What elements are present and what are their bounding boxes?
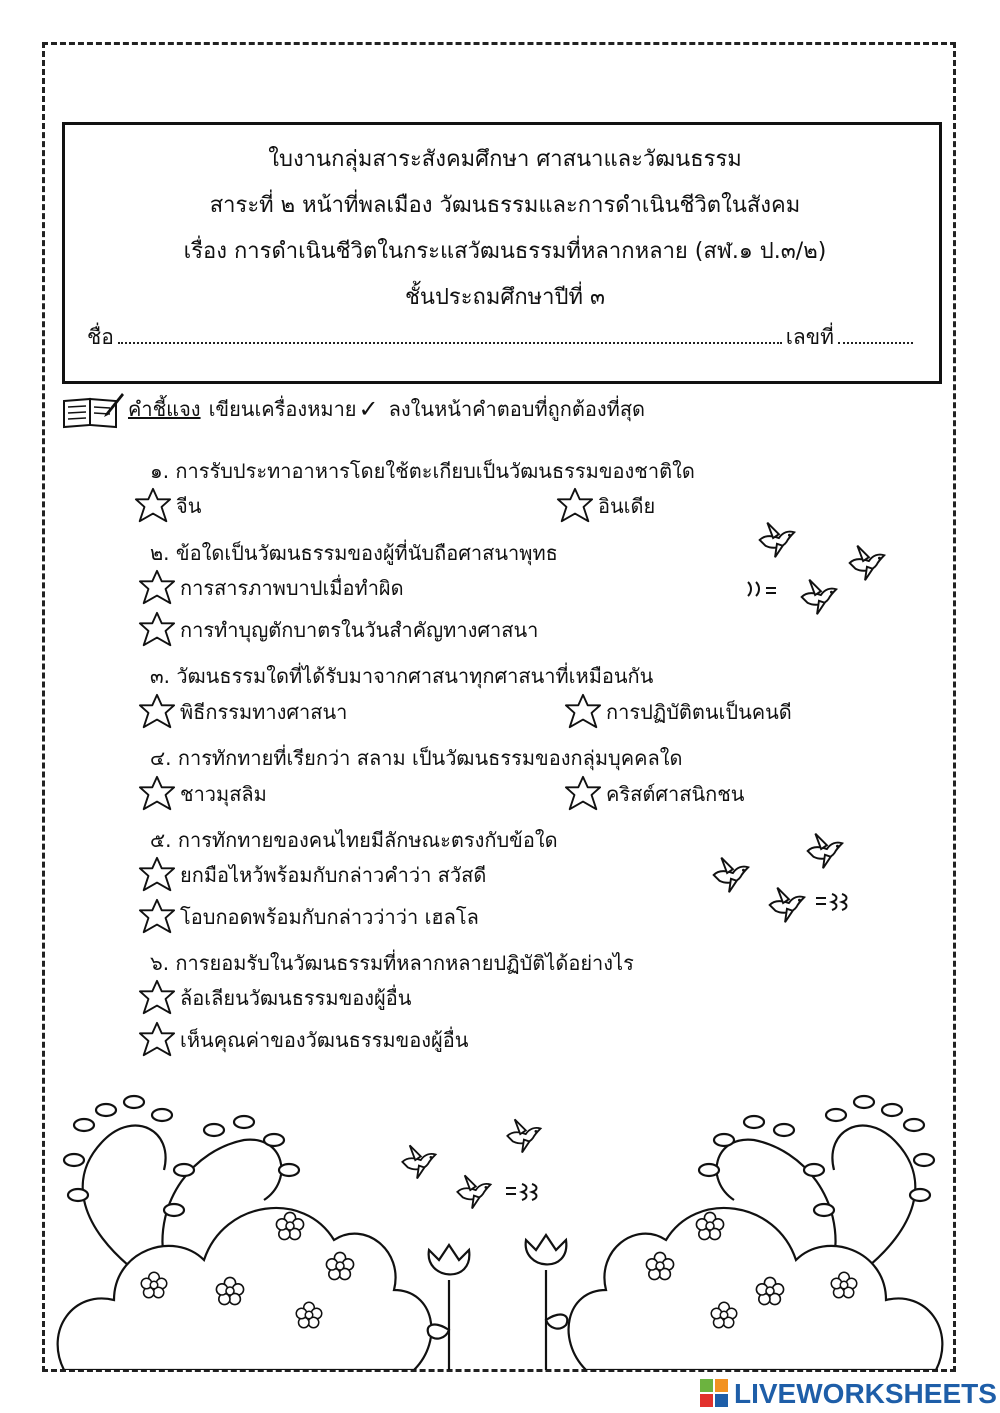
option-label: เห็นคุณค่าของวัฒนธรรมของผู้อื่น bbox=[180, 1028, 469, 1052]
question-4: ๔. การทักทายที่เรียกว่า สลาม เป็นวัฒนธรรมของกลุ่มบุคคลใด bbox=[150, 746, 683, 770]
question-3-option-a[interactable] bbox=[138, 693, 347, 731]
option-label: ชาวมุสลิม bbox=[180, 782, 267, 806]
option-label: การสารภาพบาปเมื่อทำผิด bbox=[180, 576, 404, 600]
star-checkbox-icon[interactable] bbox=[564, 775, 602, 813]
header-box bbox=[62, 122, 942, 384]
option-label: ยกมือไหว้พร้อมกับกล่าวคำว่า สวัสดี bbox=[180, 863, 487, 887]
question-6: ๖. การยอมรับในวัฒนธรรมที่หลากหลายปฏิบัติได้อย่างไร bbox=[150, 951, 634, 975]
motion-lines-icon bbox=[812, 890, 852, 914]
floral-bush-border bbox=[44, 1080, 956, 1370]
motion-lines-icon bbox=[744, 578, 784, 602]
question-3: ๓. วัฒนธรรมใดที่ได้รับมาจากศาสนาทุกศาสนาที่เหมือนกัน bbox=[150, 664, 654, 688]
instructions-label: คำชี้แจง bbox=[128, 397, 201, 421]
question-4-option-b[interactable] bbox=[564, 775, 744, 813]
worksheet-grade: ชั้นประถมศึกษาปีที่ ๓ bbox=[404, 285, 606, 310]
check-mark-icon: ✓ bbox=[358, 395, 379, 423]
star-checkbox-icon[interactable] bbox=[138, 611, 176, 649]
star-checkbox-icon[interactable] bbox=[138, 775, 176, 813]
question-5: ๕. การทักทายของคนไทยมีลักษณะตรงกับข้อใด bbox=[150, 828, 558, 852]
star-checkbox-icon[interactable] bbox=[138, 569, 176, 607]
option-label: อินเดีย bbox=[598, 494, 656, 518]
option-label: ล้อเลียนวัฒนธรรมของผู้อื่น bbox=[180, 986, 412, 1010]
bird-icon bbox=[800, 826, 848, 874]
name-label: ชื่อ bbox=[87, 325, 114, 349]
number-label: เลขที่ bbox=[785, 325, 834, 349]
worksheet-topic: เรื่อง การดำเนินชีวิตในกระแสวัฒนธรรมที่หลากหลาย (สฬ.๑ ป.๓/๒) bbox=[183, 239, 827, 264]
name-field[interactable] bbox=[118, 324, 782, 344]
liveworksheets-logo-icon bbox=[700, 1379, 730, 1409]
star-checkbox-icon[interactable] bbox=[134, 487, 172, 525]
question-4-option-a[interactable] bbox=[138, 775, 267, 813]
option-label: การทำบุญตักบาตรในวันสำคัญทางศาสนา bbox=[180, 618, 539, 642]
instructions-text: เขียนเครื่องหมาย bbox=[208, 397, 357, 421]
question-2-option-b[interactable] bbox=[138, 611, 538, 649]
worksheet-strand: สาระที่ ๒ หน้าที่พลเมือง วัฒนธรรมและการดำเนินชีวิตในสังคม bbox=[209, 193, 801, 218]
question-5-option-a[interactable] bbox=[138, 856, 486, 894]
bird-icon bbox=[706, 850, 754, 898]
bird-icon bbox=[842, 538, 890, 586]
option-label: การปฏิบัติตนเป็นคนดี bbox=[606, 700, 792, 724]
star-checkbox-icon[interactable] bbox=[138, 979, 176, 1017]
name-row bbox=[87, 321, 917, 354]
bird-icon bbox=[752, 515, 800, 563]
question-1-option-b[interactable] bbox=[556, 487, 655, 525]
option-label: จีน bbox=[176, 494, 202, 518]
book-pencil-icon bbox=[62, 389, 124, 429]
instructions-row bbox=[62, 386, 645, 432]
instructions-text-after: ลงในหน้าคำตอบที่ถูกต้องที่สุด bbox=[388, 397, 646, 421]
star-checkbox-icon[interactable] bbox=[138, 856, 176, 894]
star-checkbox-icon[interactable] bbox=[138, 693, 176, 731]
star-checkbox-icon[interactable] bbox=[556, 487, 594, 525]
liveworksheets-logo bbox=[700, 1378, 997, 1410]
bird-icon bbox=[762, 880, 810, 928]
number-field[interactable] bbox=[838, 324, 913, 344]
star-checkbox-icon[interactable] bbox=[138, 1021, 176, 1059]
question-6-option-b[interactable] bbox=[138, 1021, 468, 1059]
question-2-option-a[interactable] bbox=[138, 569, 404, 607]
bird-icon bbox=[794, 572, 842, 620]
question-1: ๑. การรับประทาอาหารโดยใช้ตะเกียบเป็นวัฒนธรรมของชาติใด bbox=[150, 459, 695, 483]
option-label: คริสต์ศาสนิกชน bbox=[606, 782, 745, 806]
option-label: โอบกอดพร้อมกับกล่าวว่าว่า เฮลโล bbox=[180, 905, 479, 929]
option-label: พิธีกรรมทางศาสนา bbox=[180, 700, 348, 724]
question-1-option-a[interactable] bbox=[134, 487, 201, 525]
question-3-option-b[interactable] bbox=[564, 693, 792, 731]
question-2: ๒. ข้อใดเป็นวัฒนธรรมของผู้ที่นับถือศาสนาพุทธ bbox=[150, 541, 558, 565]
worksheet-subject-title: ใบงานกลุ่มสาระสังคมศึกษา ศาสนาและวัฒนธรรม bbox=[268, 147, 742, 172]
star-checkbox-icon[interactable] bbox=[138, 898, 176, 936]
liveworksheets-brand-text: LIVEWORKSHEETS bbox=[734, 1378, 997, 1409]
star-checkbox-icon[interactable] bbox=[564, 693, 602, 731]
question-6-option-a[interactable] bbox=[138, 979, 411, 1017]
question-5-option-b[interactable] bbox=[138, 898, 479, 936]
